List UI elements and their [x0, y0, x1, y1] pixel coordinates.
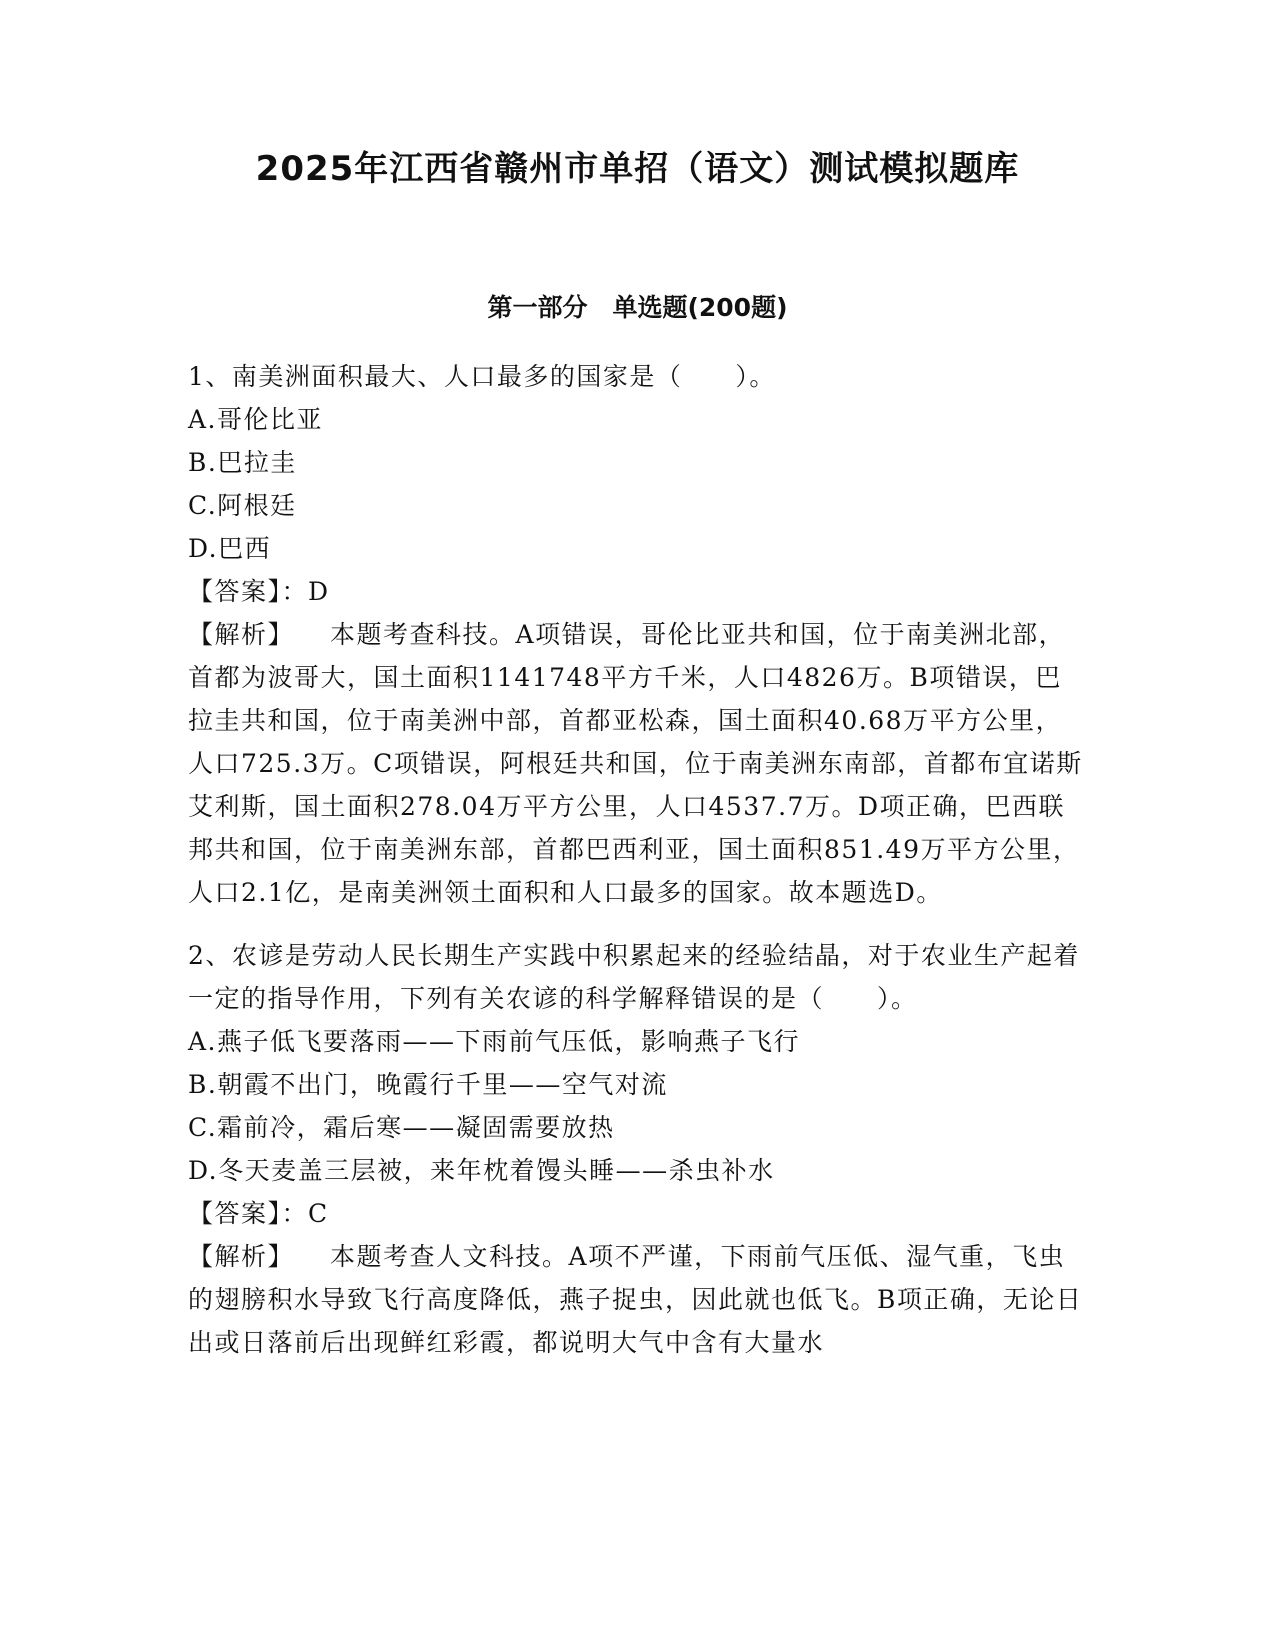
option-b: B.巴拉圭: [188, 448, 297, 477]
question-stem: 1、南美洲面积最大、人口最多的国家是（ ）。: [188, 362, 776, 391]
option-c: C.阿根廷: [188, 491, 297, 520]
question-list: [188, 355, 1088, 1364]
option-a: A.哥伦比亚: [188, 405, 324, 434]
question-stem: 2、农谚是劳动人民长期生产实践中积累起来的经验结晶，对于农业生产起着一定的指导作用，下列有关农谚的科学解释错误的是（ ）。: [188, 941, 1080, 1013]
question-2: [188, 934, 1088, 1364]
option-d: D.冬天麦盖三层被，来年枕着馒头睡——杀虫补水: [188, 1156, 775, 1185]
analysis-text: 本题考查科技。A项错误，哥伦比亚共和国，位于南美洲北部，首都为波哥大，国土面积1141748平方千米，人口4826万。B项错误，巴拉圭共和国，位于南美洲中部，首都亚松森，国土面积40.68万平方公里，人口725.3万。C项错误，阿根廷共和国，位于南美洲东南部，首都布宜诺斯艾利斯，国土面积278.04万平方公里，人口4537.7万。D项正确，巴西联邦共和国，位于南美洲东部，首都巴西利亚，国土面积851.49万平方公里，人口2.1亿，是南美洲领土面积和人口最多的国家。故本题选D。: [188, 620, 1083, 907]
option-a: A.燕子低飞要落雨——下雨前气压低，影响燕子飞行: [188, 1027, 801, 1056]
option-c: C.霜前冷，霜后寒——凝固需要放热: [188, 1113, 615, 1142]
document-title: 2025年江西省赣州市单招（语文）测试模拟题库: [255, 149, 1020, 189]
answer-line: [188, 1192, 1088, 1235]
analysis-paragraph: [188, 1235, 1088, 1364]
analysis-label: 【解析】: [188, 620, 295, 649]
answer-value: C: [308, 1199, 329, 1228]
analysis-text: 本题考查人文科技。A项不严谨，下雨前气压低、湿气重，飞虫的翅膀积水导致飞行高度降低，燕子捉虫，因此就也低飞。B项正确，无论日出或日落前后出现鲜红彩霞，都说明大气中含有大量水: [188, 1242, 1083, 1357]
answer-line: [188, 570, 1088, 613]
answer-label: 【答案】：: [188, 577, 309, 606]
answer-value: D: [308, 577, 330, 606]
question-1: [188, 355, 1088, 914]
section-heading: 第一部分 单选题(200题): [487, 293, 788, 322]
analysis-paragraph: [188, 613, 1088, 914]
option-b: B.朝霞不出门，晚霞行千里——空气对流: [188, 1070, 668, 1099]
analysis-label: 【解析】: [188, 1242, 295, 1271]
option-d: D.巴西: [188, 534, 272, 563]
answer-label: 【答案】：: [188, 1199, 309, 1228]
